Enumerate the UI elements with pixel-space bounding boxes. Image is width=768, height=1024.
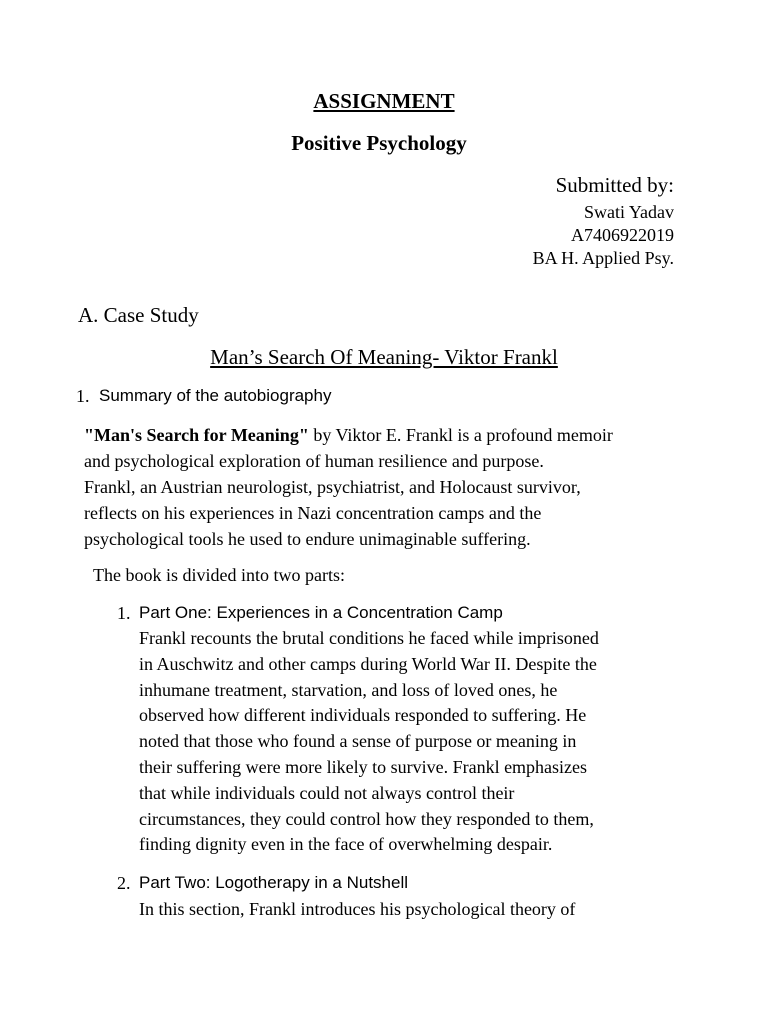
assignment-title: ASSIGNMENT (313, 89, 455, 113)
part-line: noted that those who found a sense of purpose or meaning in (139, 731, 577, 752)
question-text: Summary of the autobiography (99, 386, 332, 405)
part-line: finding dignity even in the face of overwhelming despair. (139, 834, 553, 855)
part-number: 2. (117, 873, 131, 893)
subject-title: Positive Psychology (291, 131, 467, 155)
part-line: observed how different individuals responded to suffering. He (139, 705, 587, 726)
parts-intro: The book is divided into two parts: (93, 565, 345, 585)
part-line: inhumane treatment, starvation, and loss of loved ones, he (139, 679, 558, 700)
part-line: that while individuals could not always control their (139, 782, 515, 803)
part-line: circumstances, they could control how they responded to them, (139, 808, 594, 829)
part-title: Part One: Experiences in a Concentration Camp (139, 603, 503, 622)
summary-line (84, 422, 694, 448)
summary-paragraph (84, 422, 694, 552)
part-line: their suffering were more likely to survive. Frankl emphasizes (139, 756, 588, 777)
author-id: A7406922019 (571, 225, 674, 245)
summary-line: Frankl, an Austrian neurologist, psychiatrist, and Holocaust survivor, (84, 477, 581, 497)
summary-line: reflects on his experiences in Nazi concentration camps and the (84, 503, 542, 523)
author-name: Swati Yadav (583, 202, 674, 222)
submitted-by-heading: Submitted by: (555, 173, 674, 197)
summary-line: psychological tools he used to endure unimaginable suffering. (84, 529, 531, 549)
part-line: in Auschwitz and other camps during World War II. Despite the (139, 653, 597, 674)
part-body (139, 626, 699, 858)
part-body (139, 897, 699, 923)
book-quote: "Man's Search for Meaning" (84, 425, 309, 445)
part-line: In this section, Frankl introduces his psychological theory of (139, 899, 576, 919)
section-heading: A. Case Study (78, 303, 199, 327)
part-number: 1. (117, 603, 131, 623)
book-title: Man’s Search Of Meaning- Viktor Frankl (210, 345, 558, 369)
author-course: BA H. Applied Psy. (532, 248, 674, 268)
question-number: 1. (76, 386, 90, 406)
summary-line: and psychological exploration of human resilience and purpose. (84, 451, 544, 471)
part-line: Frankl recounts the brutal conditions he faced while imprisoned (139, 628, 599, 648)
part-title: Part Two: Logotherapy in a Nutshell (139, 873, 409, 892)
summary-line-text: by Viktor E. Frankl is a profound memoir (308, 425, 613, 445)
